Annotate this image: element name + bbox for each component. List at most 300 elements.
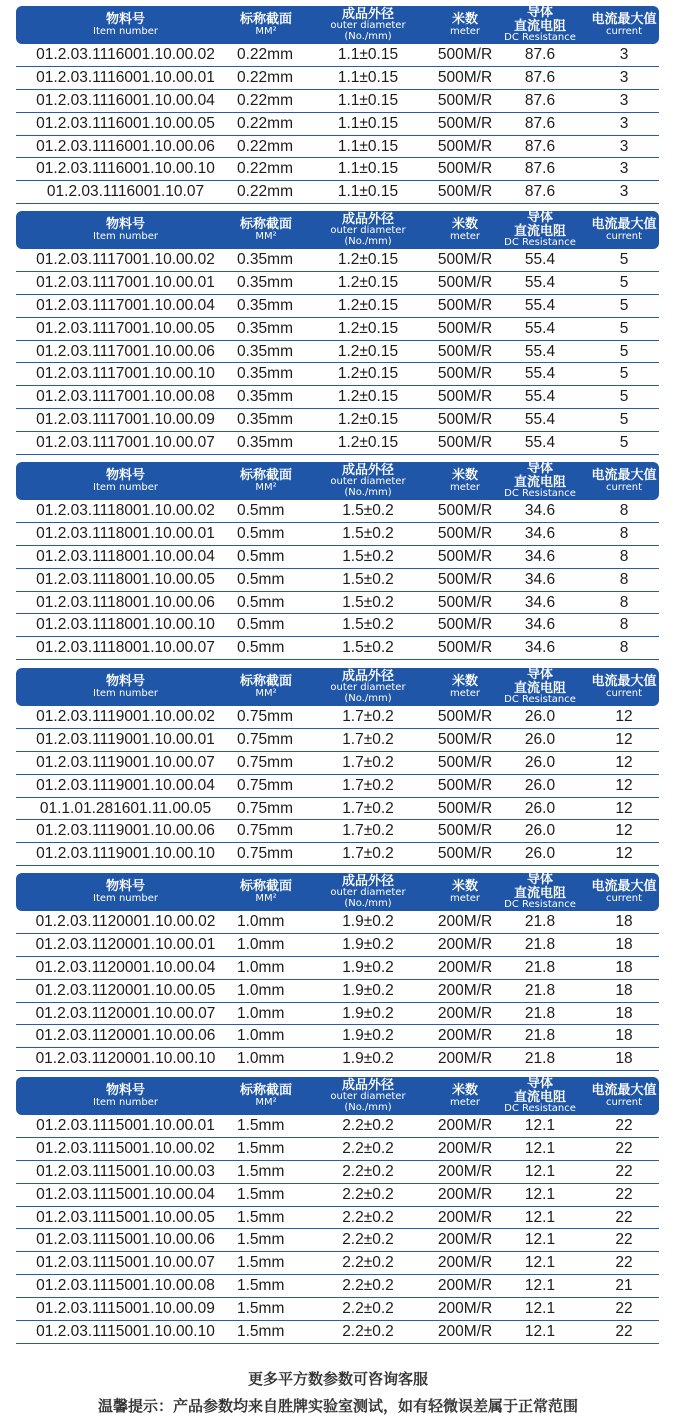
cell-item-number: 01.2.03.1118001.10.00.05 [36, 570, 215, 588]
header-dc-resistance-label: DC Resistance [504, 899, 576, 911]
header-dc-resistance [491, 668, 589, 706]
cell-meter: 500M/R [437, 319, 493, 337]
table-row [16, 249, 659, 272]
table-row [16, 592, 659, 615]
cell-outer-diameter: 2.2±0.2 [342, 1300, 394, 1318]
header-meter-label: 米数 [451, 216, 478, 232]
spec-table [16, 873, 659, 1071]
cell-meter: 500M/R [437, 114, 493, 132]
cell-outer-diameter: 2.2±0.2 [342, 1139, 394, 1157]
cell-item-number: 01.2.03.1117001.10.00.09 [36, 411, 215, 429]
header-max-current [589, 880, 659, 904]
cell-outer-diameter: 1.9±0.2 [342, 981, 394, 999]
header-item-number-label: 物料号 [105, 878, 145, 894]
spec-table [16, 6, 659, 204]
table-row [16, 1115, 659, 1138]
cell-item-number: 01.2.03.1118001.10.00.01 [36, 524, 215, 542]
header-meter-label: 米数 [451, 673, 478, 689]
cell-item-number: 01.2.03.1117001.10.00.07 [36, 434, 215, 452]
header-nominal-section-label: MM² [255, 481, 277, 493]
cell-max-current: 18 [615, 1004, 633, 1022]
table-row [16, 500, 659, 523]
header-outer-diameter [297, 8, 439, 43]
cell-item-number: 01.2.03.1120001.10.00.07 [35, 1004, 216, 1022]
cell-nominal-section: 0.5mm [237, 501, 285, 519]
cell-meter: 500M/R [437, 68, 493, 86]
header-nominal-section-label: MM² [255, 230, 277, 242]
cell-nominal-section: 1.5mm [237, 1254, 285, 1272]
cell-outer-diameter: 1.5±0.2 [342, 570, 394, 588]
header-outer-diameter-label: 成品外径 [341, 668, 394, 684]
cell-dc-resistance: 12.1 [524, 1116, 556, 1134]
cell-nominal-section: 0.75mm [237, 822, 293, 840]
cell-max-current: 8 [619, 616, 629, 634]
cell-nominal-section: 0.22mm [237, 68, 293, 86]
cell-item-number: 01.2.03.1116001.10.00.01 [36, 68, 215, 86]
header-outer-diameter-label: 成品外径 [341, 462, 394, 478]
header-item-number-label: 物料号 [105, 673, 145, 689]
cell-item-number: 01.2.03.1116001.10.00.10 [36, 160, 215, 178]
header-outer-diameter [297, 670, 439, 705]
table-row [16, 957, 659, 980]
table-row [16, 820, 659, 843]
cell-dc-resistance: 12.1 [524, 1254, 556, 1272]
cell-item-number: 01.2.03.1117001.10.00.05 [36, 319, 215, 337]
cell-outer-diameter: 2.2±0.2 [342, 1116, 394, 1134]
cell-meter: 500M/R [437, 799, 493, 817]
cell-max-current: 3 [619, 45, 629, 63]
cell-max-current: 22 [615, 1300, 633, 1318]
spec-table [16, 1077, 659, 1344]
cell-item-number: 01.2.03.1117001.10.00.08 [36, 388, 215, 406]
header-max-current-label: current [605, 892, 643, 904]
table-header [16, 668, 659, 706]
cell-nominal-section: 0.22mm [237, 45, 293, 63]
cell-nominal-section: 0.35mm [237, 388, 293, 406]
cell-max-current: 18 [615, 1027, 633, 1045]
cell-nominal-section: 1.0mm [237, 981, 285, 999]
cell-dc-resistance: 26.0 [524, 730, 556, 748]
cell-max-current: 3 [619, 183, 629, 201]
cell-outer-diameter: 1.2±0.15 [337, 411, 399, 429]
header-dc-resistance [491, 873, 589, 911]
header-max-current [589, 675, 659, 699]
cell-dc-resistance: 55.4 [524, 388, 556, 406]
header-outer-diameter [297, 464, 439, 499]
cell-outer-diameter: 2.2±0.2 [342, 1185, 394, 1203]
cell-max-current: 5 [619, 250, 629, 268]
cell-meter: 200M/R [437, 1050, 493, 1068]
header-item-number-label: 物料号 [105, 11, 145, 27]
cell-item-number: 01.2.03.1118001.10.00.04 [36, 547, 215, 565]
header-nominal-section [235, 675, 297, 699]
cell-item-number: 01.2.03.1117001.10.00.06 [36, 342, 215, 360]
header-meter-label: meter [449, 687, 481, 699]
cell-dc-resistance: 12.1 [524, 1139, 556, 1157]
table-row [16, 318, 659, 341]
cell-outer-diameter: 1.1±0.15 [337, 91, 399, 109]
spec-table [16, 211, 659, 455]
cell-meter: 500M/R [437, 45, 493, 63]
cell-item-number: 01.2.03.1120001.10.00.10 [35, 1050, 216, 1068]
cell-nominal-section: 1.5mm [237, 1322, 285, 1340]
header-item-number-label: 物料号 [105, 1082, 145, 1098]
cell-meter: 500M/R [437, 501, 493, 519]
header-item-number [16, 469, 235, 493]
cell-item-number: 01.2.03.1116001.10.00.02 [36, 45, 215, 63]
cell-dc-resistance: 87.6 [524, 137, 556, 155]
header-item-number [16, 13, 235, 37]
cell-max-current: 22 [615, 1185, 633, 1203]
header-max-current-label: 电流最大值 [591, 11, 657, 27]
header-max-current-label: 电流最大值 [591, 216, 657, 232]
table-row [16, 614, 659, 637]
header-outer-diameter-label: outer diameter [330, 225, 406, 237]
cell-dc-resistance: 21.8 [524, 1004, 556, 1022]
cell-outer-diameter: 1.1±0.15 [337, 137, 399, 155]
table-row [16, 546, 659, 569]
header-nominal-section [235, 1084, 297, 1108]
header-nominal-section-label: 标称截面 [239, 878, 292, 894]
header-outer-diameter-label: (No./mm) [344, 692, 392, 704]
cell-dc-resistance: 21.8 [524, 912, 556, 930]
cell-outer-diameter: 1.7±0.2 [342, 799, 394, 817]
cell-max-current: 8 [619, 570, 629, 588]
cell-dc-resistance: 34.6 [524, 524, 556, 542]
cell-meter: 500M/R [437, 616, 493, 634]
cell-item-number: 01.2.03.1115001.10.00.10 [36, 1322, 215, 1340]
table-row [16, 637, 659, 660]
cell-max-current: 22 [615, 1254, 633, 1272]
header-outer-diameter [297, 1079, 439, 1114]
header-meter [439, 880, 491, 904]
cell-item-number: 01.2.03.1119001.10.00.07 [36, 753, 215, 771]
cell-meter: 500M/R [437, 547, 493, 565]
cell-nominal-section: 0.22mm [237, 114, 293, 132]
cell-outer-diameter: 2.2±0.2 [342, 1208, 394, 1226]
header-meter [439, 469, 491, 493]
cell-outer-diameter: 1.1±0.15 [337, 114, 399, 132]
table-row [16, 181, 659, 204]
header-outer-diameter-label: (No./mm) [344, 897, 392, 909]
cell-outer-diameter: 1.9±0.2 [342, 1027, 394, 1045]
cell-nominal-section: 0.35mm [237, 411, 293, 429]
cell-outer-diameter: 1.2±0.15 [337, 250, 399, 268]
cell-nominal-section: 1.5mm [237, 1277, 285, 1295]
header-max-current [589, 469, 659, 493]
cell-outer-diameter: 2.2±0.2 [342, 1322, 394, 1340]
header-dc-resistance-label: 导体 [526, 210, 553, 226]
cell-item-number: 01.2.03.1115001.10.00.06 [36, 1231, 215, 1249]
cell-outer-diameter: 1.7±0.2 [342, 707, 394, 725]
table-row [16, 775, 659, 798]
cell-max-current: 3 [619, 137, 629, 155]
cell-dc-resistance: 55.4 [524, 250, 556, 268]
header-dc-resistance [491, 462, 589, 500]
header-outer-diameter-label: outer diameter [330, 20, 406, 32]
header-max-current-label: current [605, 481, 643, 493]
cell-max-current: 3 [619, 91, 629, 109]
cell-meter: 200M/R [437, 1004, 493, 1022]
cell-meter: 500M/R [437, 160, 493, 178]
table-row [16, 432, 659, 455]
cell-max-current: 22 [615, 1231, 633, 1249]
header-item-number-label: Item number [93, 481, 158, 493]
header-dc-resistance-label: DC Resistance [504, 237, 576, 249]
header-meter-label: meter [449, 25, 481, 37]
footer-contact-note: 更多平方数参数可咨询客服 [247, 1370, 428, 1388]
header-item-number [16, 1084, 235, 1108]
cell-dc-resistance: 55.4 [524, 319, 556, 337]
cell-item-number: 01.2.03.1118001.10.00.07 [36, 639, 215, 657]
header-dc-resistance-label: 直流电阻 [513, 223, 566, 239]
table-row [16, 1161, 659, 1184]
cell-outer-diameter: 2.2±0.2 [342, 1162, 394, 1180]
cell-max-current: 5 [619, 296, 629, 314]
header-meter-label: meter [449, 230, 481, 242]
cell-max-current: 21 [615, 1277, 633, 1295]
header-item-number-label: Item number [93, 25, 158, 37]
header-meter [439, 218, 491, 242]
cell-max-current: 22 [615, 1322, 633, 1340]
table-row [16, 158, 659, 181]
cell-meter: 500M/R [437, 822, 493, 840]
cell-meter: 200M/R [437, 981, 493, 999]
cell-outer-diameter: 2.2±0.2 [342, 1254, 394, 1272]
footer-disclaimer: 温馨提示：产品参数均来自胜牌实验室测试，如有轻微误差属于正常范围 [97, 1397, 578, 1415]
table-row [16, 136, 659, 159]
cell-meter: 500M/R [437, 753, 493, 771]
cell-outer-diameter: 1.1±0.15 [337, 160, 399, 178]
cell-item-number: 01.2.03.1118001.10.00.06 [36, 593, 215, 611]
cell-nominal-section: 0.22mm [237, 160, 293, 178]
header-dc-resistance [491, 211, 589, 249]
table-row [16, 44, 659, 67]
header-meter-label: meter [449, 1096, 481, 1108]
header-nominal-section-label: MM² [255, 25, 277, 37]
table-header [16, 1077, 659, 1115]
cell-dc-resistance: 55.4 [524, 365, 556, 383]
table-row [16, 1138, 659, 1161]
header-max-current [589, 13, 659, 37]
cell-item-number: 01.2.03.1115001.10.00.04 [36, 1185, 215, 1203]
cell-max-current: 18 [615, 981, 633, 999]
cell-item-number: 01.1.01.281601.11.00.05 [39, 799, 212, 817]
cell-max-current: 18 [615, 935, 633, 953]
cell-dc-resistance: 55.4 [524, 434, 556, 452]
cell-item-number: 01.2.03.1120001.10.00.02 [35, 912, 216, 930]
header-meter-label: meter [449, 481, 481, 493]
cell-max-current: 5 [619, 273, 629, 291]
cell-outer-diameter: 1.9±0.2 [342, 935, 394, 953]
cell-outer-diameter: 1.5±0.2 [342, 593, 394, 611]
table-row [16, 386, 659, 409]
cell-item-number: 01.2.03.1115001.10.00.09 [36, 1300, 215, 1318]
table-row [16, 1207, 659, 1230]
table-row [16, 1184, 659, 1207]
cell-max-current: 3 [619, 114, 629, 132]
header-nominal-section [235, 13, 297, 37]
cell-nominal-section: 1.5mm [237, 1162, 285, 1180]
cell-dc-resistance: 34.6 [524, 501, 556, 519]
header-meter [439, 13, 491, 37]
cell-meter: 500M/R [437, 273, 493, 291]
cell-nominal-section: 0.75mm [237, 845, 293, 863]
cell-nominal-section: 1.5mm [237, 1300, 285, 1318]
cell-dc-resistance: 26.0 [524, 799, 556, 817]
cell-dc-resistance: 26.0 [524, 776, 556, 794]
cell-dc-resistance: 87.6 [524, 183, 556, 201]
cell-item-number: 01.2.03.1119001.10.00.06 [36, 822, 215, 840]
cell-nominal-section: 0.35mm [237, 273, 293, 291]
header-outer-diameter-label: 成品外径 [341, 1077, 394, 1093]
table-row [16, 1298, 659, 1321]
table-row [16, 729, 659, 752]
cell-dc-resistance: 12.1 [524, 1322, 556, 1340]
cell-dc-resistance: 12.1 [524, 1208, 556, 1226]
cell-item-number: 01.2.03.1115001.10.00.05 [36, 1208, 215, 1226]
header-outer-diameter-label: 成品外径 [341, 211, 394, 227]
cell-meter: 200M/R [437, 1139, 493, 1157]
header-max-current-label: 电流最大值 [591, 673, 657, 689]
header-max-current-label: 电流最大值 [591, 467, 657, 483]
cell-item-number: 01.2.03.1119001.10.00.02 [36, 707, 215, 725]
cell-outer-diameter: 1.2±0.15 [337, 319, 399, 337]
cell-outer-diameter: 1.7±0.2 [342, 730, 394, 748]
cell-max-current: 12 [615, 707, 633, 725]
cell-meter: 500M/R [437, 91, 493, 109]
cell-meter: 500M/R [437, 593, 493, 611]
header-dc-resistance-label: DC Resistance [504, 32, 576, 44]
header-meter-label: 米数 [451, 467, 478, 483]
cell-dc-resistance: 55.4 [524, 273, 556, 291]
cell-nominal-section: 1.5mm [237, 1208, 285, 1226]
cell-dc-resistance: 21.8 [524, 981, 556, 999]
table-row [16, 1252, 659, 1275]
cell-dc-resistance: 21.8 [524, 1027, 556, 1045]
cell-outer-diameter: 1.5±0.2 [342, 524, 394, 542]
cell-max-current: 12 [615, 730, 633, 748]
cell-outer-diameter: 1.7±0.2 [342, 845, 394, 863]
cell-meter: 500M/R [437, 434, 493, 452]
header-max-current-label: current [605, 1096, 643, 1108]
header-item-number-label: Item number [93, 230, 158, 242]
table-row [16, 272, 659, 295]
cell-meter: 200M/R [437, 1277, 493, 1295]
cell-nominal-section: 0.22mm [237, 183, 293, 201]
header-item-number-label: Item number [93, 1096, 158, 1108]
header-outer-diameter-label: outer diameter [330, 1091, 406, 1103]
cell-meter: 500M/R [437, 137, 493, 155]
cell-meter: 500M/R [437, 845, 493, 863]
cell-dc-resistance: 12.1 [524, 1185, 556, 1203]
cell-dc-resistance: 55.4 [524, 411, 556, 429]
cell-nominal-section: 0.75mm [237, 753, 293, 771]
cell-item-number: 01.2.03.1115001.10.00.08 [36, 1277, 215, 1295]
header-outer-diameter-label: (No./mm) [344, 486, 392, 498]
header-outer-diameter-label: outer diameter [330, 887, 406, 899]
cell-max-current: 22 [615, 1208, 633, 1226]
cell-item-number: 01.2.03.1115001.10.00.01 [36, 1116, 215, 1134]
cell-meter: 500M/R [437, 388, 493, 406]
table-row [16, 843, 659, 866]
header-item-number [16, 675, 235, 699]
cell-outer-diameter: 1.2±0.15 [337, 434, 399, 452]
table-row [16, 1048, 659, 1071]
cell-item-number: 01.2.03.1117001.10.00.02 [36, 250, 215, 268]
cell-meter: 200M/R [437, 1254, 493, 1272]
table-row [16, 523, 659, 546]
cell-max-current: 5 [619, 411, 629, 429]
table-row [16, 113, 659, 136]
cell-item-number: 01.2.03.1116001.10.00.05 [36, 114, 215, 132]
header-dc-resistance-label: 直流电阻 [513, 18, 566, 34]
cell-max-current: 18 [615, 912, 633, 930]
cell-max-current: 8 [619, 593, 629, 611]
cell-dc-resistance: 21.8 [524, 1050, 556, 1068]
cell-outer-diameter: 1.5±0.2 [342, 616, 394, 634]
cell-outer-diameter: 1.9±0.2 [342, 1050, 394, 1068]
cell-dc-resistance: 34.6 [524, 593, 556, 611]
cell-max-current: 8 [619, 639, 629, 657]
header-max-current-label: current [605, 230, 643, 242]
cell-outer-diameter: 1.7±0.2 [342, 753, 394, 771]
header-outer-diameter-label: (No./mm) [344, 30, 392, 42]
table-row [16, 752, 659, 775]
table-row [16, 1003, 659, 1026]
cell-meter: 200M/R [437, 1300, 493, 1318]
header-dc-resistance-label: 导体 [526, 5, 553, 21]
cell-dc-resistance: 26.0 [524, 753, 556, 771]
cell-nominal-section: 0.5mm [237, 547, 285, 565]
cell-outer-diameter: 1.2±0.15 [337, 273, 399, 291]
header-dc-resistance-label: DC Resistance [504, 694, 576, 706]
cell-nominal-section: 0.35mm [237, 296, 293, 314]
header-dc-resistance-label: 直流电阻 [513, 474, 566, 490]
header-max-current-label: current [605, 687, 643, 699]
cell-outer-diameter: 1.9±0.2 [342, 958, 394, 976]
header-meter-label: 米数 [451, 11, 478, 27]
cell-max-current: 22 [615, 1162, 633, 1180]
cell-nominal-section: 0.35mm [237, 319, 293, 337]
cell-item-number: 01.2.03.1116001.10.00.06 [36, 137, 215, 155]
header-dc-resistance-label: 导体 [526, 1076, 553, 1092]
cell-max-current: 5 [619, 388, 629, 406]
cell-max-current: 12 [615, 753, 633, 771]
cell-dc-resistance: 12.1 [524, 1231, 556, 1249]
cell-max-current: 5 [619, 434, 629, 452]
cell-item-number: 01.2.03.1116001.10.07 [46, 183, 205, 201]
cell-nominal-section: 0.35mm [237, 342, 293, 360]
cell-item-number: 01.2.03.1120001.10.00.05 [35, 981, 216, 999]
cell-nominal-section: 0.75mm [237, 799, 293, 817]
header-dc-resistance-label: 导体 [526, 667, 553, 683]
cell-dc-resistance: 21.8 [524, 935, 556, 953]
header-nominal-section-label: MM² [255, 1096, 277, 1108]
header-nominal-section-label: 标称截面 [239, 673, 292, 689]
header-outer-diameter-label: 成品外径 [341, 873, 394, 889]
table-row [16, 1229, 659, 1252]
header-item-number-label: 物料号 [105, 216, 145, 232]
header-item-number [16, 218, 235, 242]
table-header [16, 211, 659, 249]
cell-meter: 500M/R [437, 365, 493, 383]
cell-outer-diameter: 1.9±0.2 [342, 912, 394, 930]
cell-dc-resistance: 55.4 [524, 296, 556, 314]
cell-nominal-section: 1.5mm [237, 1139, 285, 1157]
header-dc-resistance-label: 直流电阻 [513, 885, 566, 901]
cell-nominal-section: 0.75mm [237, 707, 293, 725]
